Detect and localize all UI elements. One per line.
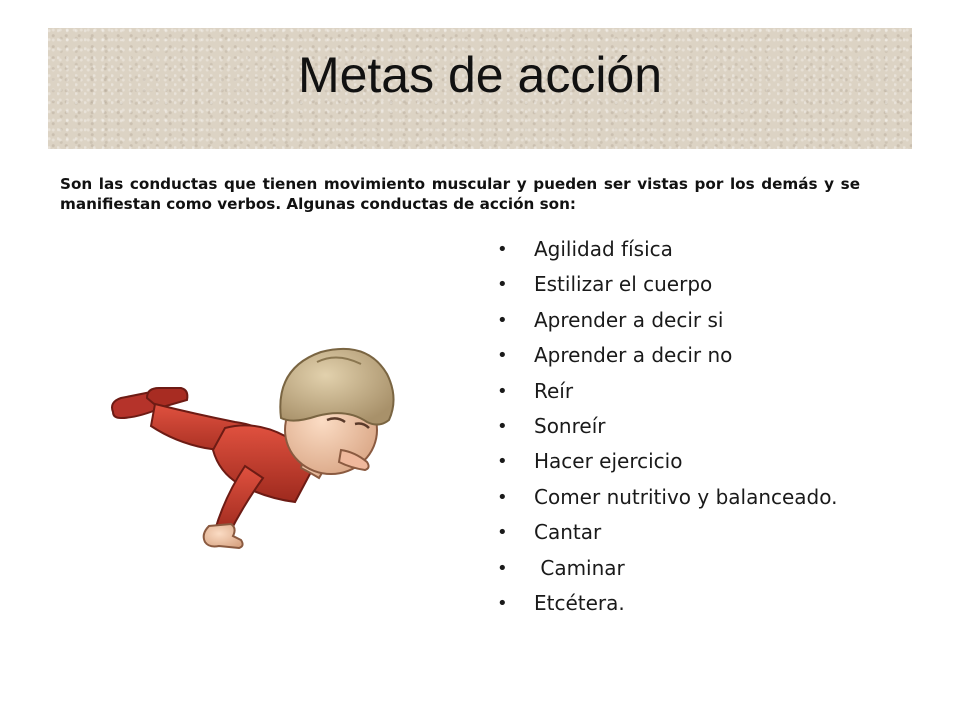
list-item: • Caminar [497,551,838,586]
list-item: • Etcétera. [497,586,838,621]
list-item: • Reír [497,374,838,409]
list-item: • Estilizar el cuerpo [497,267,838,302]
list-item: • Cantar [497,515,838,550]
action-list [497,232,838,621]
intro-text: Son las conductas que tienen movimiento muscular y pueden ser vistas por los demás y se manifiestan como verbos. Algunas conductas de acción son: [60,175,860,213]
slide-title: Metas de acción [297,47,663,103]
diving-person-icon [105,300,405,560]
diving-person-illustration [105,300,405,560]
list-item: • Hacer ejercicio [497,444,838,479]
list-item: • Comer nutritivo y balanceado. [497,480,838,515]
list-item: • Aprender a decir no [497,338,838,373]
list-item: • Agilidad física [497,232,838,267]
list-item: • Sonreír [497,409,838,444]
list-item: • Aprender a decir si [497,303,838,338]
